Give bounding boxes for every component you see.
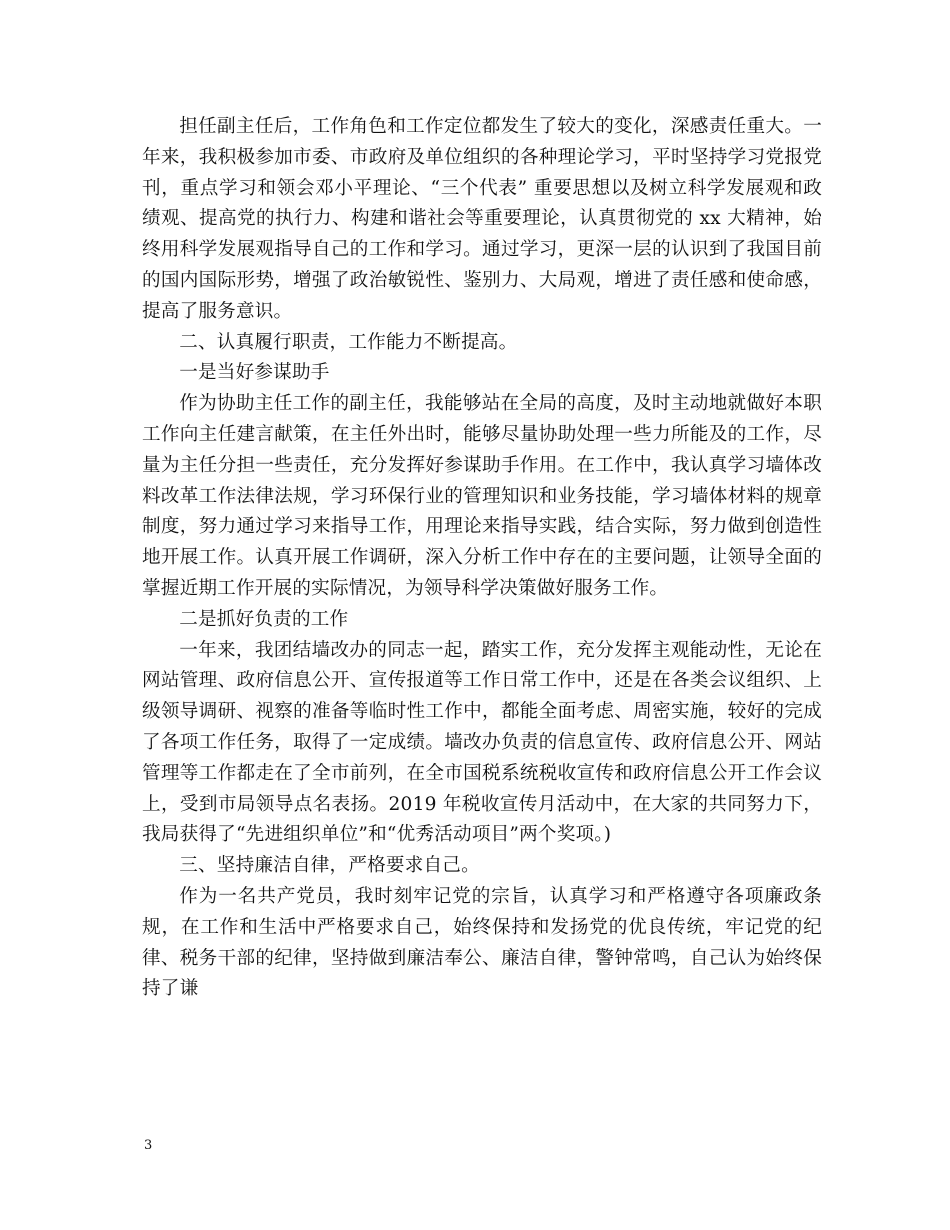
subheading-advisor: 一是当好参谋助手 [179,362,330,384]
paragraph-theory-study: 担任副主任后，工作角色和工作定位都发生了较大的变化，深感责任重大。一年来，我积极参加市委、市政府及单位组织的各种理论学习，平时坚持学习党报党刊，重点学习和领会邓小平理论、“三个代表” 重要思想以及树立科学发展观和政绩观、提高党的执行力、构建和谐社会等重要理论，认真贯彻党的 xx 大精神，始终用科学发展观指导自己的工作和学习。通过学习，更深一层的认识到了我国目前的国内国际形势，增强了政治敏锐性、鉴别力、大局观，增进了责任感和使命感，提高了服务意识。 [142,116,822,322]
document-body [142,112,822,1005]
page-number: 3 [144,1138,153,1153]
section-heading-duties: 二、认真履行职责，工作能力不断提高。 [179,331,518,353]
paragraph-integrity: 作为一名共产党员，我时刻牢记党的宗旨，认真学习和严格遵守各项廉政条规，在工作和生活中严格要求自己，始终保持和发扬党的优良传统，牢记党的纪律、税务干部的纪律，坚持做到廉洁奉公、廉洁自律，警钟常鸣，自己认为始终保持了谦 [142,885,822,1000]
section-heading-integrity: 三、坚持廉洁自律，严格要求自己。 [179,855,480,877]
paragraph-responsible-work: 一年来，我团结墙改办的同志一起，踏实工作，充分发挥主观能动性，无论在网站管理、政府信息公开、宣传报道等工作日常工作中，还是在各类会议组织、上级领导调研、视察的准备等临时性工作中，都能全面考虑、周密实施，较好的完成了各项工作任务，取得了一定成绩。墙改办负责的信息宣传、政府信息公开、网站管理等工作都走在了全市前列，在全市国税系统税收宣传和政府信息公开工作会议上，受到市局领导点名表扬。2019 年税收宣传月活动中，在大家的共同努力下，我局获得了“先进组织单位”和“优秀活动项目”两个奖项。) [142,639,822,846]
subheading-responsible-work: 二是抓好负责的工作 [179,608,349,630]
paragraph-advisor: 作为协助主任工作的副主任，我能够站在全局的高度，及时主动地就做好本职工作向主任建言献策，在主任外出时，能够尽量协助处理一些力所能及的工作，尽量为主任分担一些责任，充分发挥好参谋助手作用。在工作中，我认真学习墙体改料改革工作法律法规，学习环保行业的管理知识和业务技能，学习墙体材料的规章制度，努力通过学习来指导工作，用理论来指导实践，结合实际，努力做到创造性地开展工作。认真开展工作调研，深入分析工作中存在的主要问题，让领导全面的掌握近期工作开展的实际情况，为领导科学决策做好服务工作。 [142,393,822,599]
